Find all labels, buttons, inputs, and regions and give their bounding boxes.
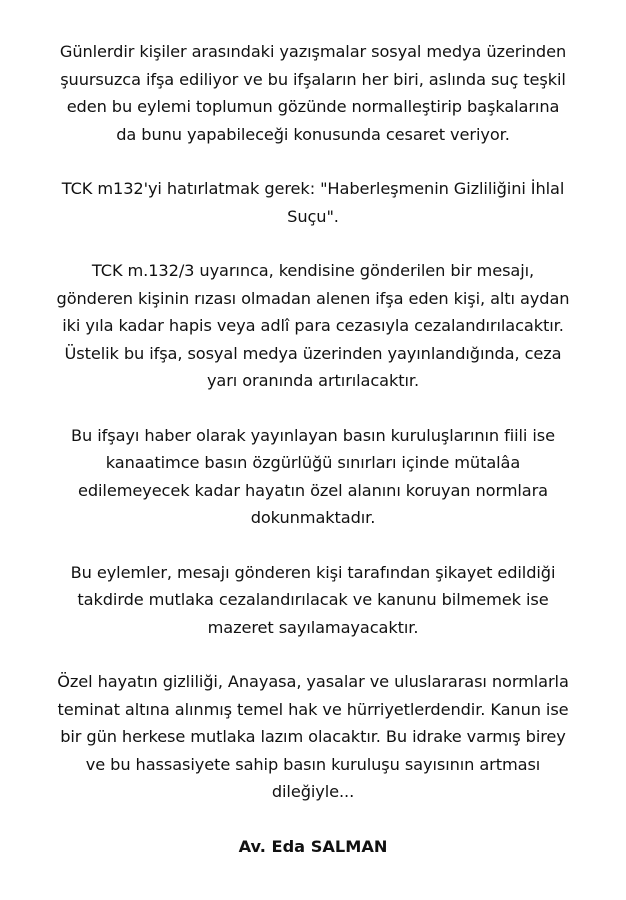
- text-line: Bu eylemler, mesajı gönderen kişi tarafından şikayet edildiği: [70, 562, 556, 582]
- text-line: Suçu".: [287, 206, 339, 226]
- text-line: Özel hayatın gizliliği, Anayasa, yasalar ve uluslararası normlarla: [57, 672, 569, 691]
- text-line: gönderen kişinin rızası olmadan alenen ifşa eden kişi, altı aydan: [56, 288, 570, 308]
- text-line: şuursuzca ifşa ediliyor ve bu ifşaların her biri, aslında suç teşkil: [60, 69, 566, 89]
- document-body: [0, 38, 626, 860]
- text-line: iki yıla kadar hapis veya adlî para cezasıyla cezalandırılacaktır.: [62, 316, 564, 335]
- text-line: kanaatimce basın özgürlüğü sınırları içinde mütalâa: [105, 453, 521, 472]
- text-line: TCK m.132/3 uyarınca, kendisine gönderilen bir mesajı,: [91, 261, 535, 280]
- text-line: yarı oranında artırılacaktır.: [206, 371, 420, 390]
- text-line: da bunu yapabileceği konusunda cesaret veriyor.: [116, 124, 510, 144]
- text-line: bir gün herkese mutlaka lazım olacaktır. Bu idrake varmış birey: [60, 727, 566, 746]
- paragraph-4: [18, 422, 608, 532]
- text-line: Üstelik bu ifşa, sosyal medya üzerinden yayınlandığında, ceza: [64, 343, 562, 363]
- text-line: edilemeyecek kadar hayatın özel alanını koruyan normlara: [78, 480, 548, 500]
- text-line: Günlerdir kişiler arasındaki yazışmalar sosyal medya üzerinden: [59, 42, 567, 61]
- paragraph-5: [18, 559, 608, 642]
- text-line: mazeret sayılamayacaktır.: [207, 617, 419, 637]
- signature: Av. Eda SALMAN: [238, 836, 388, 856]
- paragraph-6: [18, 668, 608, 806]
- text-line: teminat altına alınmış temel hak ve hürriyetlerdendir. Kanun ise: [57, 699, 569, 719]
- paragraph-3: [18, 257, 608, 395]
- text-line: dokunmaktadır.: [250, 508, 376, 527]
- text-line: TCK m132'yi hatırlatmak gerek: "Haberleşmenin Gizliliğini İhlal: [61, 179, 565, 198]
- text-line: ve bu hassasiyete sahip basın kuruluşu sayısının artması: [85, 754, 541, 774]
- text-line: eden bu eylemi toplumun gözünde normalleştirip başkalarına: [66, 97, 560, 116]
- text-line: dileğiyle...: [271, 782, 355, 801]
- text-line: Bu ifşayı haber olarak yayınlayan basın kuruluşlarının fiili ise: [71, 425, 555, 445]
- paragraph-1: [18, 38, 608, 148]
- paragraph-2: [18, 175, 608, 230]
- text-line: takdirde mutlaka cezalandırılacak ve kanunu bilmemek ise: [77, 590, 549, 609]
